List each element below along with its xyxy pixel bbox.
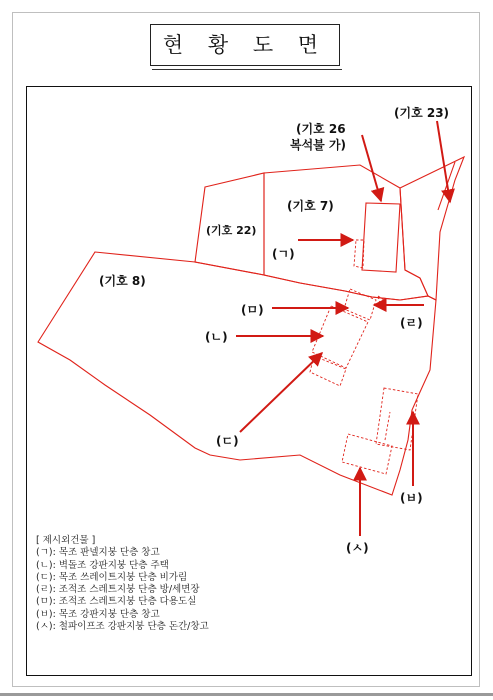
legend-item: (ㅁ): 조적조 스레트지붕 단층 다용도실 bbox=[36, 596, 197, 608]
arrow-di bbox=[240, 353, 322, 432]
label-ni: (ㄴ) bbox=[205, 330, 228, 344]
building-si bbox=[342, 434, 392, 474]
label-giho26-line1: (기호 26 bbox=[296, 122, 346, 136]
page-title: 현 황 도 면 bbox=[150, 24, 340, 66]
label-giho7: (기호 7) bbox=[287, 199, 334, 213]
building-mi bbox=[344, 289, 376, 320]
label-ri: (ㄹ) bbox=[400, 316, 423, 330]
bottom-rule bbox=[0, 693, 493, 696]
label-di: (ㄷ) bbox=[216, 434, 239, 448]
legend-item: (ㄷ): 목조 쓰레이트지붕 단층 비가림 bbox=[36, 571, 188, 583]
label-giho8: (기호 8) bbox=[99, 274, 146, 288]
legend-item: (ㅅ): 철파이프조 강판지붕 단층 돈간/창고 bbox=[36, 621, 209, 633]
legend-heading: [ 제시외건물 ] bbox=[36, 535, 96, 546]
legend-item: (ㄱ): 목조 판넬지붕 단층 창고 bbox=[36, 547, 160, 559]
legend-item: (ㄴ): 벽돌조 강판지붕 단층 주택 bbox=[36, 559, 169, 571]
label-giho23: (기호 23) bbox=[394, 106, 450, 120]
legend-item: (ㄹ): 조적조 스레트지붕 단층 방/세면장 bbox=[36, 584, 200, 596]
label-ga: (ㄱ) bbox=[272, 247, 295, 261]
arrow-giho23 bbox=[437, 121, 450, 202]
parcel-23 bbox=[400, 157, 464, 300]
label-mi: (ㅁ) bbox=[241, 303, 264, 317]
label-giho22: (기호 22) bbox=[206, 224, 257, 237]
parcel-7 bbox=[264, 165, 428, 300]
legend bbox=[36, 535, 209, 633]
building-bi-inner bbox=[385, 412, 390, 440]
label-giho26-line2: 복석불 가) bbox=[290, 138, 347, 152]
building-26 bbox=[362, 203, 400, 272]
parcel-8 bbox=[38, 252, 436, 495]
label-bi: (ㅂ) bbox=[400, 491, 423, 505]
legend-item: (ㅂ): 목조 강판지붕 단층 창고 bbox=[36, 608, 160, 620]
building-bi bbox=[376, 388, 418, 450]
label-si: (ㅅ) bbox=[346, 541, 369, 555]
